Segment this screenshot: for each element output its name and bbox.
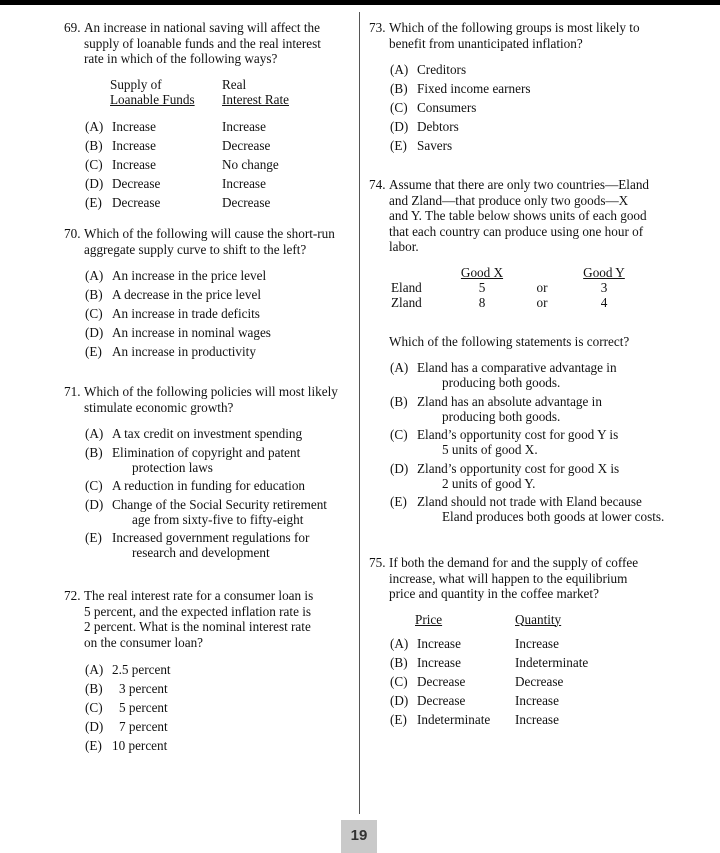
option-b[interactable]: (B) A decrease in the price level (85, 287, 262, 302)
question-71 (64, 384, 354, 564)
option-e[interactable]: (E) Decrease Decrease (85, 194, 271, 210)
cell-y: 3 (600, 279, 608, 295)
answer-options (85, 266, 354, 361)
question-71-stem: 71. Which of the following policies will most likely stimulate economic growth? (64, 384, 338, 415)
question-69 (64, 20, 349, 212)
option-b[interactable]: (B) 3 percent (85, 681, 168, 696)
option-a[interactable]: (A) 2.5 percent (85, 662, 171, 677)
option-b[interactable]: (B) Increase Decrease (85, 137, 271, 153)
option-a[interactable]: (A) Creditors (390, 62, 467, 77)
header-good-y: Good Y (583, 264, 625, 280)
cell-x: 5 (478, 279, 486, 295)
option-e[interactable]: (E) An increase in productivity (85, 344, 256, 359)
option-e[interactable]: (E) Increased government regulations for research and development (85, 530, 310, 560)
page-number: 19 (341, 820, 377, 853)
option-e[interactable]: (E) 10 percent (85, 738, 168, 753)
option-c[interactable]: (C) Eland’s opportunity cost for good Y is 5 units of good X. (390, 427, 619, 457)
col1-header: Supply of Loanable Funds (110, 76, 195, 107)
question-number: 71. (64, 384, 81, 399)
option-d[interactable]: (D) Debtors (390, 119, 459, 134)
option-a[interactable]: (A) An increase in the price level (85, 268, 267, 283)
answer-options (390, 360, 674, 524)
cell-x: 8 (478, 294, 486, 310)
option-c[interactable]: (C) An increase in trade deficits (85, 306, 260, 321)
option-d[interactable]: (D) Decrease Increase (390, 692, 559, 708)
option-e[interactable]: (E) Indeterminate Increase (390, 711, 559, 727)
option-c[interactable]: (C) 5 percent (85, 700, 168, 715)
cell-or: or (536, 279, 548, 295)
option-c[interactable]: (C) A reduction in funding for education (85, 478, 306, 493)
question-74-stem: 74. Assume that there are only two countries—Eland and Zland—that produce only two goods—X and Y. The table below shows units of each good that each country can produce using one hour of labor. (369, 177, 650, 254)
option-b[interactable]: (B) Elimination of copyright and patent protection laws (85, 444, 301, 475)
cell-or: or (536, 294, 548, 310)
cell-y: 4 (600, 294, 608, 310)
option-c[interactable]: (C) Decrease Decrease (390, 673, 564, 689)
answer-options (85, 117, 349, 212)
option-a[interactable]: (A) A tax credit on investment spending (85, 426, 303, 441)
question-number: 70. (64, 226, 81, 241)
option-a[interactable]: (A) Eland has a comparative advantage in producing both goods. (390, 360, 617, 390)
question-70 (64, 226, 354, 361)
row-country: Zland (391, 294, 422, 310)
header-good-x: Good X (460, 264, 504, 280)
option-c[interactable]: (C) Consumers (390, 100, 477, 115)
top-rule (0, 0, 720, 5)
option-d[interactable]: (D) Change of the Social Security retirement age from sixty-five to fifty-eight (85, 496, 327, 527)
question-73 (369, 20, 669, 155)
row-country: Eland (391, 279, 422, 295)
option-d[interactable]: (D) Zland’s opportunity cost for good X is 2 units of good Y. (390, 460, 620, 491)
question-75 (369, 555, 669, 729)
answer-options (390, 634, 669, 729)
question-70-stem: 70. Which of the following will cause the short-run aggregate supply curve to shift to the left? (64, 226, 335, 257)
option-b[interactable]: (B) Zland has an absolute advantage in producing both goods. (390, 393, 602, 424)
question-72-stem: 72. The real interest rate for a consumer loan is 5 percent, and the expected inflation rate is 2 percent. What is the nominal interest rate on the consumer loan? (64, 588, 314, 650)
question-74-prompt: Which of the following statements is correct? (389, 333, 630, 349)
question-number: 69. (64, 20, 81, 35)
option-c[interactable]: (C) Increase No change (85, 156, 279, 172)
question-69-stem: 69. An increase in national saving will affect the supply of loanable funds and the real interest rate in which of the following ways? (64, 20, 321, 66)
option-a[interactable]: (A) Increase Increase (390, 635, 559, 651)
option-d[interactable]: (D) An increase in nominal wages (85, 325, 271, 340)
option-b[interactable]: (B) Fixed income earners (390, 81, 531, 96)
question-72 (64, 588, 354, 755)
question-number: 73. (369, 20, 386, 35)
option-e[interactable]: (E) Zland should not trade with Eland because Eland produces both goods at lower costs. (390, 494, 665, 524)
answer-column-headers (369, 612, 669, 634)
col1-header: Price (415, 611, 443, 627)
question-75-stem: 75. If both the demand for and the supply of coffee increase, what will happen to the equilibrium price and quantity in the coffee market? (369, 555, 639, 601)
question-number: 75. (369, 555, 386, 570)
question-74 (369, 177, 674, 528)
col2-header: Quantity (515, 611, 562, 627)
option-e[interactable]: (E) Savers (390, 138, 453, 153)
option-d[interactable]: (D) Decrease Increase (85, 175, 266, 191)
production-table (369, 265, 674, 313)
question-number: 72. (64, 588, 81, 603)
answer-options (85, 660, 354, 755)
answer-options (85, 426, 354, 560)
answer-column-headers (64, 77, 349, 117)
option-d[interactable]: (D) 7 percent (85, 719, 168, 734)
column-divider (359, 12, 360, 814)
answer-options (390, 60, 669, 155)
question-number: 74. (369, 177, 386, 192)
option-b[interactable]: (B) Increase Indeterminate (390, 654, 589, 670)
question-73-stem: 73. Which of the following groups is most likely to benefit from unanticipated inflation? (369, 20, 640, 51)
col2-header: Real Interest Rate (222, 76, 290, 107)
option-a[interactable]: (A) Increase Increase (85, 118, 266, 134)
